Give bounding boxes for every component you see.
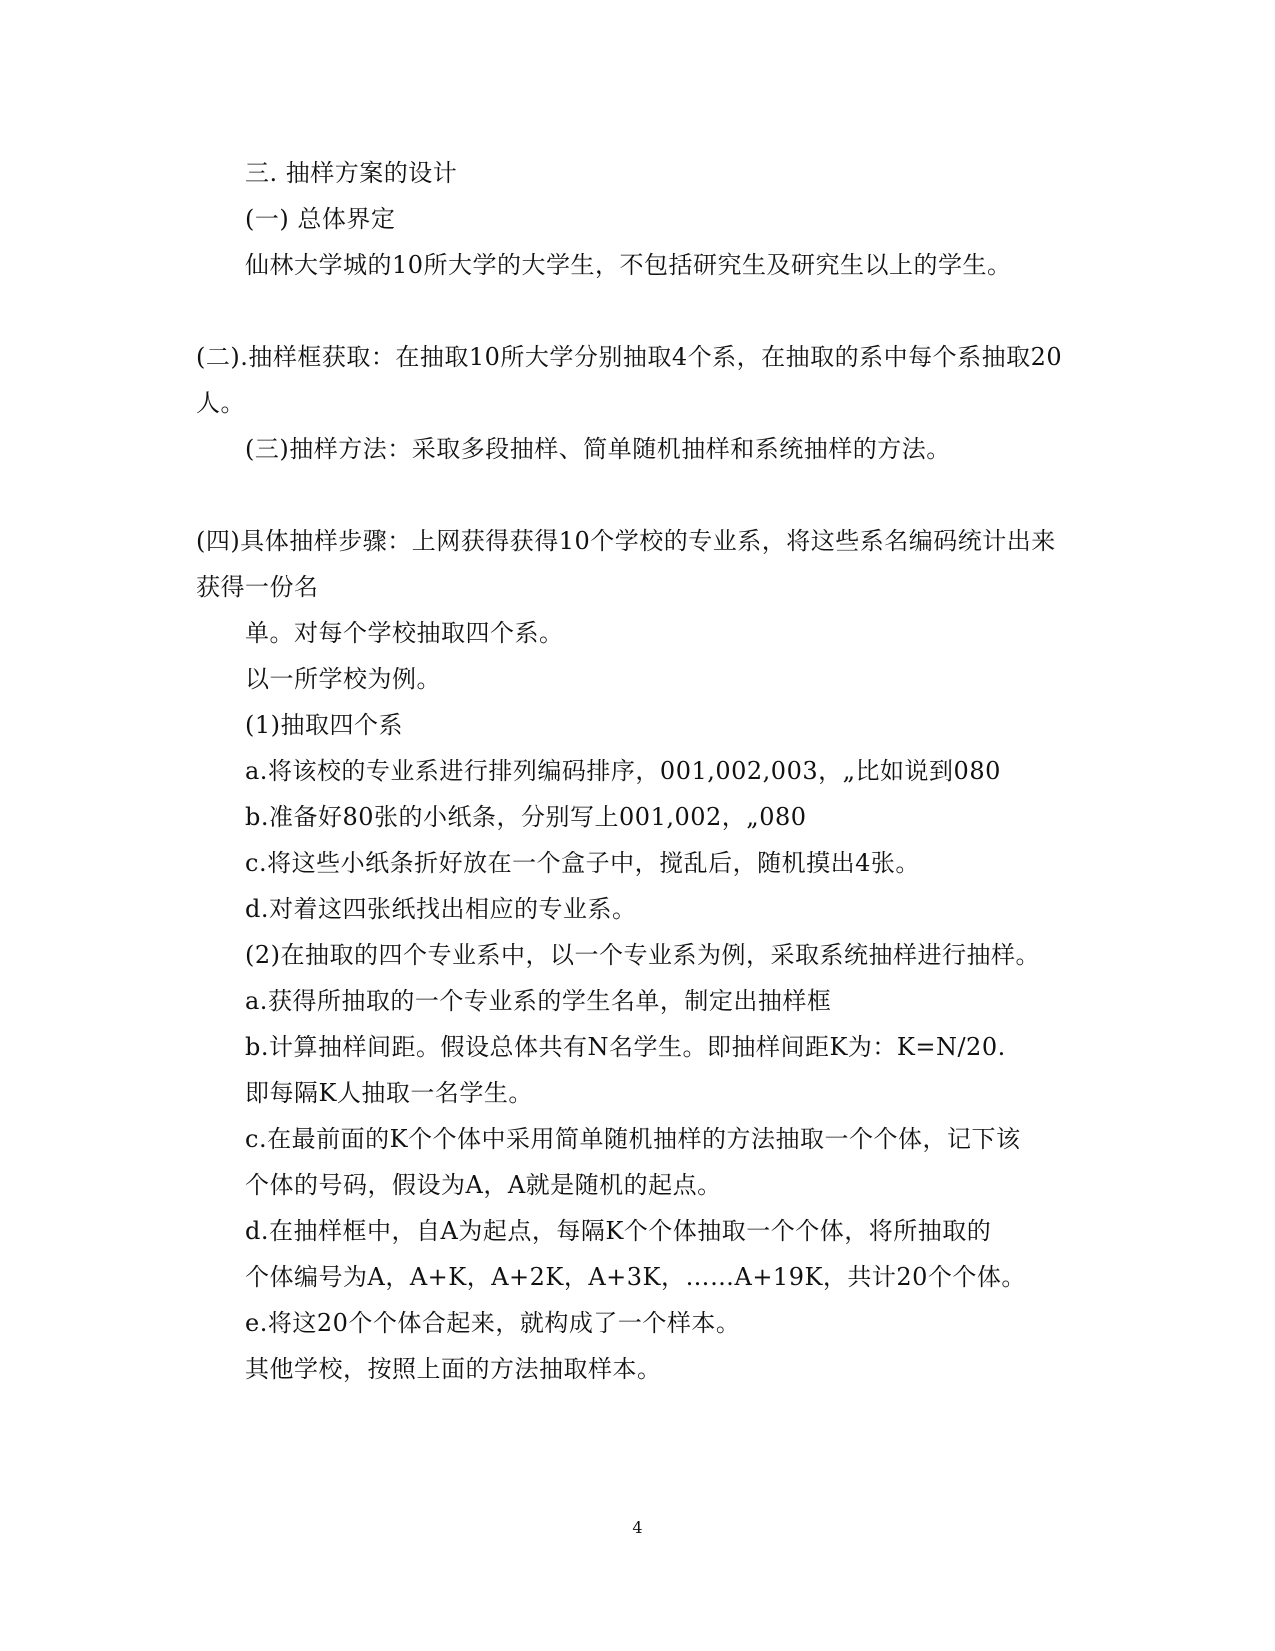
- paragraph-line: (四)具体抽样步骤：上网获得获得10个学校的专业系，将这些系名编码统计出来: [196, 527, 1056, 555]
- list-item-continuation: 个体的号码，假设为A，A就是随机的起点。: [245, 1171, 722, 1199]
- page-number: 4: [632, 1518, 643, 1537]
- paragraph-line: 其他学校，按照上面的方法抽取样本。: [245, 1355, 662, 1383]
- list-item: a.将该校的专业系进行排列编码排序，001,002,003，„比如说到080: [245, 757, 1001, 785]
- list-item: c.在最前面的K个个体中采用简单随机抽样的方法抽取一个个体，记下该: [245, 1125, 1021, 1153]
- list-heading: (2)在抽取的四个专业系中，以一个专业系为例，采取系统抽样进行抽样。: [245, 941, 1040, 969]
- list-item: e.将这20个个体合起来，就构成了一个样本。: [245, 1309, 741, 1337]
- paragraph-line: (二).抽样框获取：在抽取10所大学分别抽取4个系，在抽取的系中每个系抽取20: [196, 343, 1063, 371]
- paragraph-line: 获得一份名: [196, 573, 319, 601]
- list-item: d.对着这四张纸找出相应的专业系。: [245, 895, 637, 923]
- list-item: c.将这些小纸条折好放在一个盒子中，搅乱后，随机摸出4张。: [245, 849, 920, 877]
- paragraph-line: 人。: [196, 389, 245, 417]
- list-item: b.计算抽样间距。假设总体共有N名学生。即抽样间距K为：K=N/20.: [245, 1033, 1006, 1061]
- list-item: b.准备好80张的小纸条，分别写上001,002，„080: [245, 803, 807, 831]
- list-item-continuation: 即每隔K人抽取一名学生。: [245, 1079, 533, 1107]
- list-item-continuation: 个体编号为A，A+K，A+2K，A+3K，……A+19K，共计20个个体。: [245, 1263, 1026, 1291]
- paragraph-line: 单。对每个学校抽取四个系。: [245, 619, 564, 647]
- paragraph-line: 仙林大学城的10所大学的大学生，不包括研究生及研究生以上的学生。: [245, 251, 1012, 279]
- list-item: a.获得所抽取的一个专业系的学生名单，制定出抽样框: [245, 987, 832, 1015]
- list-heading: (1)抽取四个系: [245, 711, 403, 739]
- subsection-heading: (一) 总体界定: [245, 205, 396, 233]
- paragraph-line: 以一所学校为例。: [245, 665, 441, 693]
- paragraph-line: (三)抽样方法：采取多段抽样、简单随机抽样和系统抽样的方法。: [245, 435, 951, 463]
- section-heading: 三. 抽样方案的设计: [245, 159, 458, 187]
- list-item: d.在抽样框中，自A为起点，每隔K个个体抽取一个个体，将所抽取的: [245, 1217, 992, 1245]
